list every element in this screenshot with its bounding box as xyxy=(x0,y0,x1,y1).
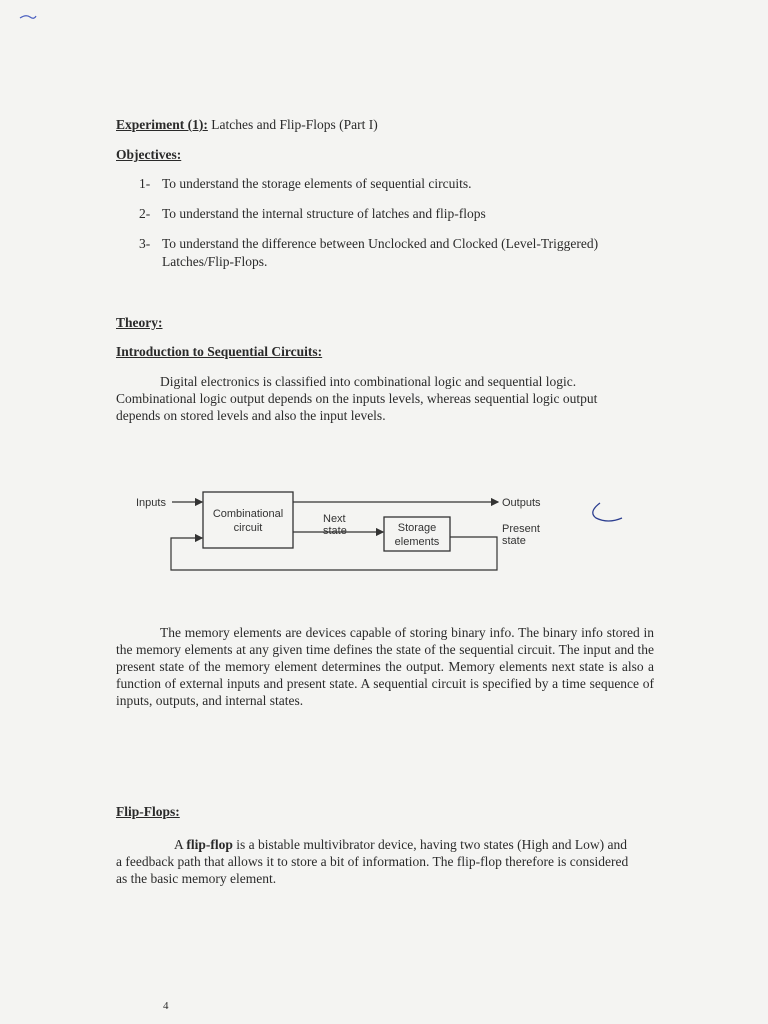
objective-item xyxy=(0,235,768,275)
objectives-heading: Objectives: xyxy=(116,147,182,162)
objective-number: 2- xyxy=(139,206,151,221)
flipflop-term: flip-flop xyxy=(186,837,233,852)
pen-mark-icon xyxy=(18,12,38,22)
sequential-circuit-diagram xyxy=(120,480,560,580)
objective-number: 1- xyxy=(139,176,151,191)
circuit-label: circuit xyxy=(233,522,263,534)
elements-label: elements xyxy=(394,536,440,548)
flipflops-heading: Flip-Flops: xyxy=(116,804,180,819)
experiment-name: Latches and Flip-Flops (Part I) xyxy=(211,117,378,132)
experiment-title xyxy=(116,117,378,133)
flipflops-paragraph xyxy=(116,836,632,887)
intro-paragraph: Digital electronics is classified into combinational logic and sequential logic. Combinational logic output depends on the inputs levels, whereas sequential logic output depends on stored levels and also the input levels. xyxy=(116,374,598,423)
pen-curve-icon xyxy=(586,500,626,526)
page-mark: 4 xyxy=(163,1000,169,1012)
objective-text: To understand the internal structure of latches and flip-flops xyxy=(162,206,486,221)
objective-item xyxy=(0,175,768,195)
intro-heading: Introduction to Sequential Circuits: xyxy=(116,344,323,359)
objective-text: To understand the difference between Unclocked and Clocked (Level-Triggered) Latches/Flip-Flops. xyxy=(162,236,599,269)
combinational-label: Combinational xyxy=(212,508,284,520)
flipflops-rest: is a bistable multivibrator device, having two states (High and Low) and a feedback path that allows it to store a bit of information. The flip-flop therefore is considered as the basic memory element. xyxy=(116,837,629,886)
theory-heading: Theory: xyxy=(116,315,163,330)
next-label: Next xyxy=(323,513,346,525)
objective-text: To understand the storage elements of sequential circuits. xyxy=(162,176,472,191)
combinational-circuit-box xyxy=(203,492,293,548)
diagram-outputs-label: Outputs xyxy=(502,497,541,509)
storage-label: Storage xyxy=(397,522,437,534)
flipflops-lead: A xyxy=(174,837,187,852)
memory-paragraph: The memory elements are devices capable of storing binary info. The binary info stored in the memory elements at any given time defines the state of the sequential circuit. The input and the present state of the memory element determines the output. Memory elements next state is also a function of external inputs and present state. A sequential circuit is specified by a time sequence of inputs, outputs, and internal states. xyxy=(116,625,654,708)
state-label: state xyxy=(323,525,347,537)
experiment-label: Experiment (1): xyxy=(116,117,208,132)
present-label: Present xyxy=(502,523,540,535)
objective-number: 3- xyxy=(139,236,151,251)
present-state-label: state xyxy=(502,535,526,547)
objective-item xyxy=(0,205,768,225)
diagram-inputs-label: Inputs xyxy=(136,497,166,509)
